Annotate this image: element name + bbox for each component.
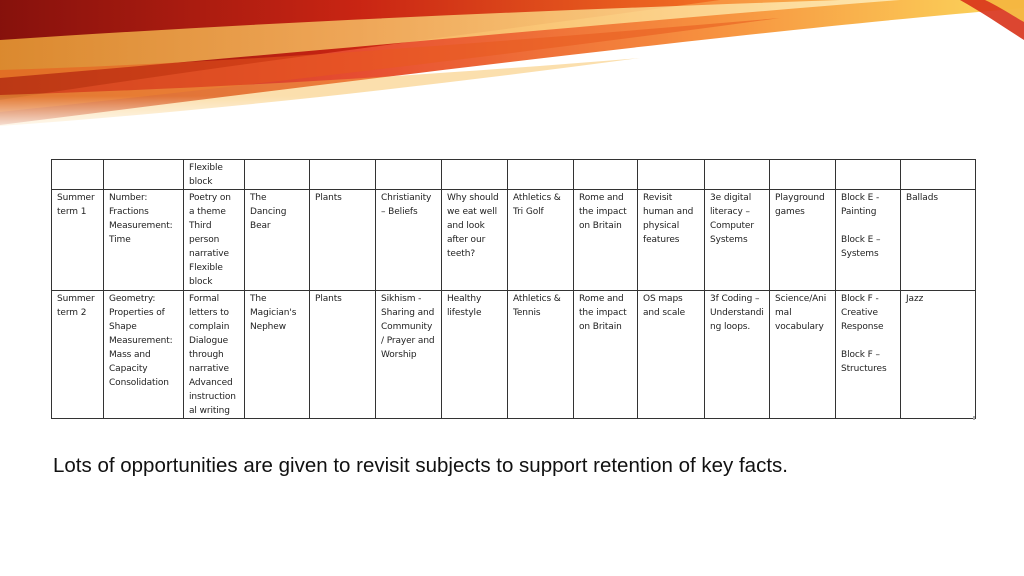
cell-text: Third person narrative bbox=[189, 221, 229, 259]
cell-text: Consolidation bbox=[109, 378, 169, 388]
table-cell bbox=[184, 190, 245, 291]
cell-text: Structures bbox=[841, 364, 887, 374]
header-cell-flexible-block bbox=[184, 160, 245, 190]
table-cell bbox=[52, 190, 104, 291]
header-cell bbox=[574, 160, 638, 190]
table-cell bbox=[508, 190, 574, 291]
header-cell bbox=[376, 160, 442, 190]
table-cell bbox=[574, 291, 638, 419]
cell-text: The Magician's Nephew bbox=[250, 294, 297, 332]
cell-text: Sikhism - Sharing and Community / Prayer and Worship bbox=[381, 294, 435, 360]
cell-text: Summer term 1 bbox=[57, 193, 95, 217]
table-cell bbox=[508, 291, 574, 419]
table-cell bbox=[104, 190, 184, 291]
table-cell bbox=[901, 190, 976, 291]
cell-text: Geometry: bbox=[109, 294, 156, 304]
cell-text: Mass and Capacity bbox=[109, 350, 151, 374]
table-cell bbox=[442, 190, 508, 291]
cell-text: Number: bbox=[109, 193, 148, 203]
caption-text: Lots of opportunities are given to revisit subjects to support retention of key facts. bbox=[53, 454, 788, 477]
cell-text: Athletics & Tennis bbox=[513, 294, 561, 318]
cell-text: Athletics & Tri Golf bbox=[513, 193, 561, 217]
header-cell bbox=[52, 160, 104, 190]
cell-text: Creative Response bbox=[841, 308, 884, 332]
cell-text: Plants bbox=[315, 294, 342, 304]
table-cell bbox=[770, 190, 836, 291]
cell-text: Block E – bbox=[841, 235, 881, 245]
cell-text: Playground games bbox=[775, 193, 825, 217]
header-cell bbox=[104, 160, 184, 190]
cell-text: 3e digital literacy – Computer Systems bbox=[710, 193, 754, 245]
cell-text: Flexible block bbox=[189, 263, 223, 287]
table-cell bbox=[770, 291, 836, 419]
table-cell bbox=[184, 291, 245, 419]
table-cell bbox=[52, 291, 104, 419]
table-cell bbox=[638, 291, 705, 419]
header-cell bbox=[245, 160, 310, 190]
cell-text: Block E - bbox=[841, 193, 880, 203]
header-cell bbox=[638, 160, 705, 190]
cell-text: Science/Ani mal vocabulary bbox=[775, 294, 827, 332]
cell-text: Jazz bbox=[906, 294, 924, 304]
table-cell bbox=[705, 190, 770, 291]
table-cell bbox=[836, 291, 901, 419]
cell-text: Healthy lifestyle bbox=[447, 294, 482, 318]
cell-text: Time bbox=[109, 235, 131, 245]
cell-text: Christianity – Beliefs bbox=[381, 193, 432, 217]
cell-text: Painting bbox=[841, 207, 877, 217]
cell-text: The Dancing Bear bbox=[250, 193, 287, 231]
table-cell bbox=[705, 291, 770, 419]
cell-text: Poetry on a theme bbox=[189, 193, 231, 217]
table-cell bbox=[245, 190, 310, 291]
cell-text: Rome and the impact on Britain bbox=[579, 193, 627, 231]
table-row-summer-term-2 bbox=[52, 291, 976, 419]
cell-text: Measurement: bbox=[109, 336, 173, 346]
cell-text: 3f Coding – bbox=[710, 294, 760, 304]
header-cell bbox=[901, 160, 976, 190]
curriculum-table bbox=[51, 159, 976, 419]
cell-text: Properties of Shape bbox=[109, 308, 165, 332]
cell-spacer bbox=[841, 334, 895, 348]
header-cell bbox=[836, 160, 901, 190]
table-cell bbox=[376, 190, 442, 291]
table-cell bbox=[638, 190, 705, 291]
cell-text: Rome and the impact on Britain bbox=[579, 294, 627, 332]
cell-text: Why should we eat well and look after our teeth? bbox=[447, 193, 499, 259]
cell-text: Formal letters to complain bbox=[189, 294, 230, 332]
header-cell bbox=[310, 160, 376, 190]
cell-text: Dialogue through narrative bbox=[189, 336, 229, 374]
table-header-row bbox=[52, 160, 976, 190]
cell-text: Systems bbox=[841, 249, 879, 259]
header-cell bbox=[705, 160, 770, 190]
table-cell bbox=[901, 291, 976, 419]
cell-text: Block F – bbox=[841, 350, 880, 360]
cell-text: Block F - bbox=[841, 294, 879, 304]
cell-text: OS maps and scale bbox=[643, 294, 686, 318]
corner-mark bbox=[973, 416, 975, 420]
table-cell bbox=[836, 190, 901, 291]
cell-text: Ballads bbox=[906, 193, 938, 203]
header-cell bbox=[442, 160, 508, 190]
table-cell bbox=[245, 291, 310, 419]
header-swoosh-decoration bbox=[0, 0, 1024, 130]
cell-text: Understandi ng loops. bbox=[710, 308, 764, 332]
header-cell bbox=[508, 160, 574, 190]
cell-text: Plants bbox=[315, 193, 342, 203]
table-cell bbox=[310, 190, 376, 291]
cell-spacer bbox=[841, 219, 895, 233]
table-cell bbox=[376, 291, 442, 419]
table-row-summer-term-1 bbox=[52, 190, 976, 291]
table-cell bbox=[310, 291, 376, 419]
header-cell bbox=[770, 160, 836, 190]
cell-text: Summer term 2 bbox=[57, 294, 95, 318]
cell-text: Fractions bbox=[109, 207, 149, 217]
table-cell bbox=[442, 291, 508, 419]
table-cell bbox=[574, 190, 638, 291]
cell-text: Advanced instruction al writing bbox=[189, 378, 236, 416]
table-cell bbox=[104, 291, 184, 419]
cell-text: Revisit human and physical features bbox=[643, 193, 694, 245]
cell-text: Flexible block bbox=[189, 163, 223, 187]
cell-text: Measurement: bbox=[109, 221, 173, 231]
